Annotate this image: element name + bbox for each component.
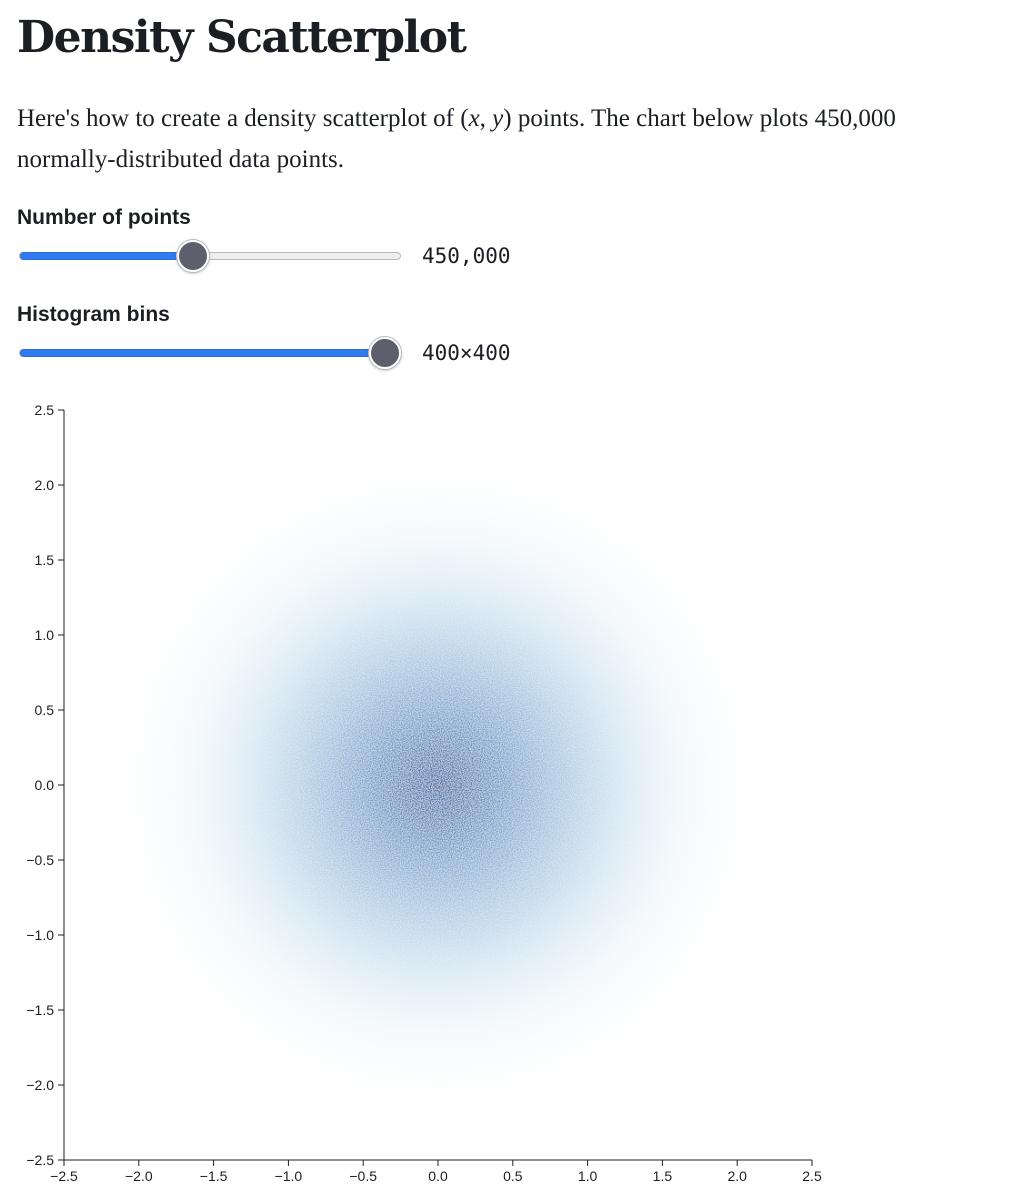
y-tick-label: −1.0 xyxy=(26,927,54,943)
x-tick-label: −1.5 xyxy=(199,1168,228,1184)
y-tick-label: 0.5 xyxy=(34,702,54,718)
x-tick-label: −0.5 xyxy=(349,1168,378,1184)
y-axis xyxy=(26,402,64,1168)
intro-text-start: Here's how to create a density scatterplot of xyxy=(17,105,461,132)
x-tick-label: 0.0 xyxy=(428,1168,448,1184)
x-tick-label: 1.0 xyxy=(577,1168,598,1184)
x-tick-label: −1.0 xyxy=(274,1168,303,1184)
y-tick-label: 0.0 xyxy=(34,777,54,793)
bins-slider-fill xyxy=(20,349,386,357)
bins-value: 400×400 xyxy=(422,341,511,365)
x-axis xyxy=(50,1160,822,1184)
math-y: y xyxy=(492,105,504,132)
points-control xyxy=(17,205,617,277)
math-close-paren: ) xyxy=(503,105,512,132)
y-tick-label: −1.5 xyxy=(26,1002,54,1018)
intro-text-end: points. The chart below plots 450,000 normally-distributed data points. xyxy=(17,105,896,173)
intro-math xyxy=(460,105,511,132)
x-tick-label: 1.5 xyxy=(652,1168,673,1184)
y-tick-label: −2.5 xyxy=(26,1152,54,1168)
density-area xyxy=(115,462,761,1108)
bins-label: Histogram bins xyxy=(17,303,170,326)
math-x: x xyxy=(468,105,480,132)
x-tick-label: −2.5 xyxy=(50,1168,78,1184)
density-chart xyxy=(17,395,837,1190)
y-tick-label: 1.0 xyxy=(34,627,54,643)
bins-control xyxy=(17,302,617,374)
x-tick-label: −2.0 xyxy=(124,1168,153,1184)
intro-paragraph xyxy=(17,98,997,180)
bins-slider-thumb[interactable] xyxy=(369,337,401,369)
y-tick-label: 2.0 xyxy=(34,477,54,493)
y-tick-label: 2.5 xyxy=(34,402,54,418)
x-tick-label: 0.5 xyxy=(503,1168,523,1184)
bins-slider[interactable] xyxy=(17,334,617,374)
points-slider-fill xyxy=(20,252,194,260)
points-slider[interactable] xyxy=(17,237,617,277)
math-open-paren: ( xyxy=(460,105,469,132)
density-cloud xyxy=(115,462,761,1108)
y-tick-label: 1.5 xyxy=(34,552,54,568)
math-comma: , xyxy=(479,105,493,132)
points-slider-track[interactable] xyxy=(19,252,401,260)
y-tick-label: −0.5 xyxy=(26,852,54,868)
points-slider-thumb[interactable] xyxy=(177,240,209,272)
bins-slider-track[interactable] xyxy=(19,349,401,357)
x-tick-label: 2.0 xyxy=(727,1168,747,1184)
x-tick-label: 2.5 xyxy=(802,1168,822,1184)
points-label: Number of points xyxy=(17,206,191,229)
points-value: 450,000 xyxy=(422,244,511,268)
y-tick-label: −2.0 xyxy=(26,1077,54,1093)
page-title: Density Scatterplot xyxy=(17,12,466,63)
